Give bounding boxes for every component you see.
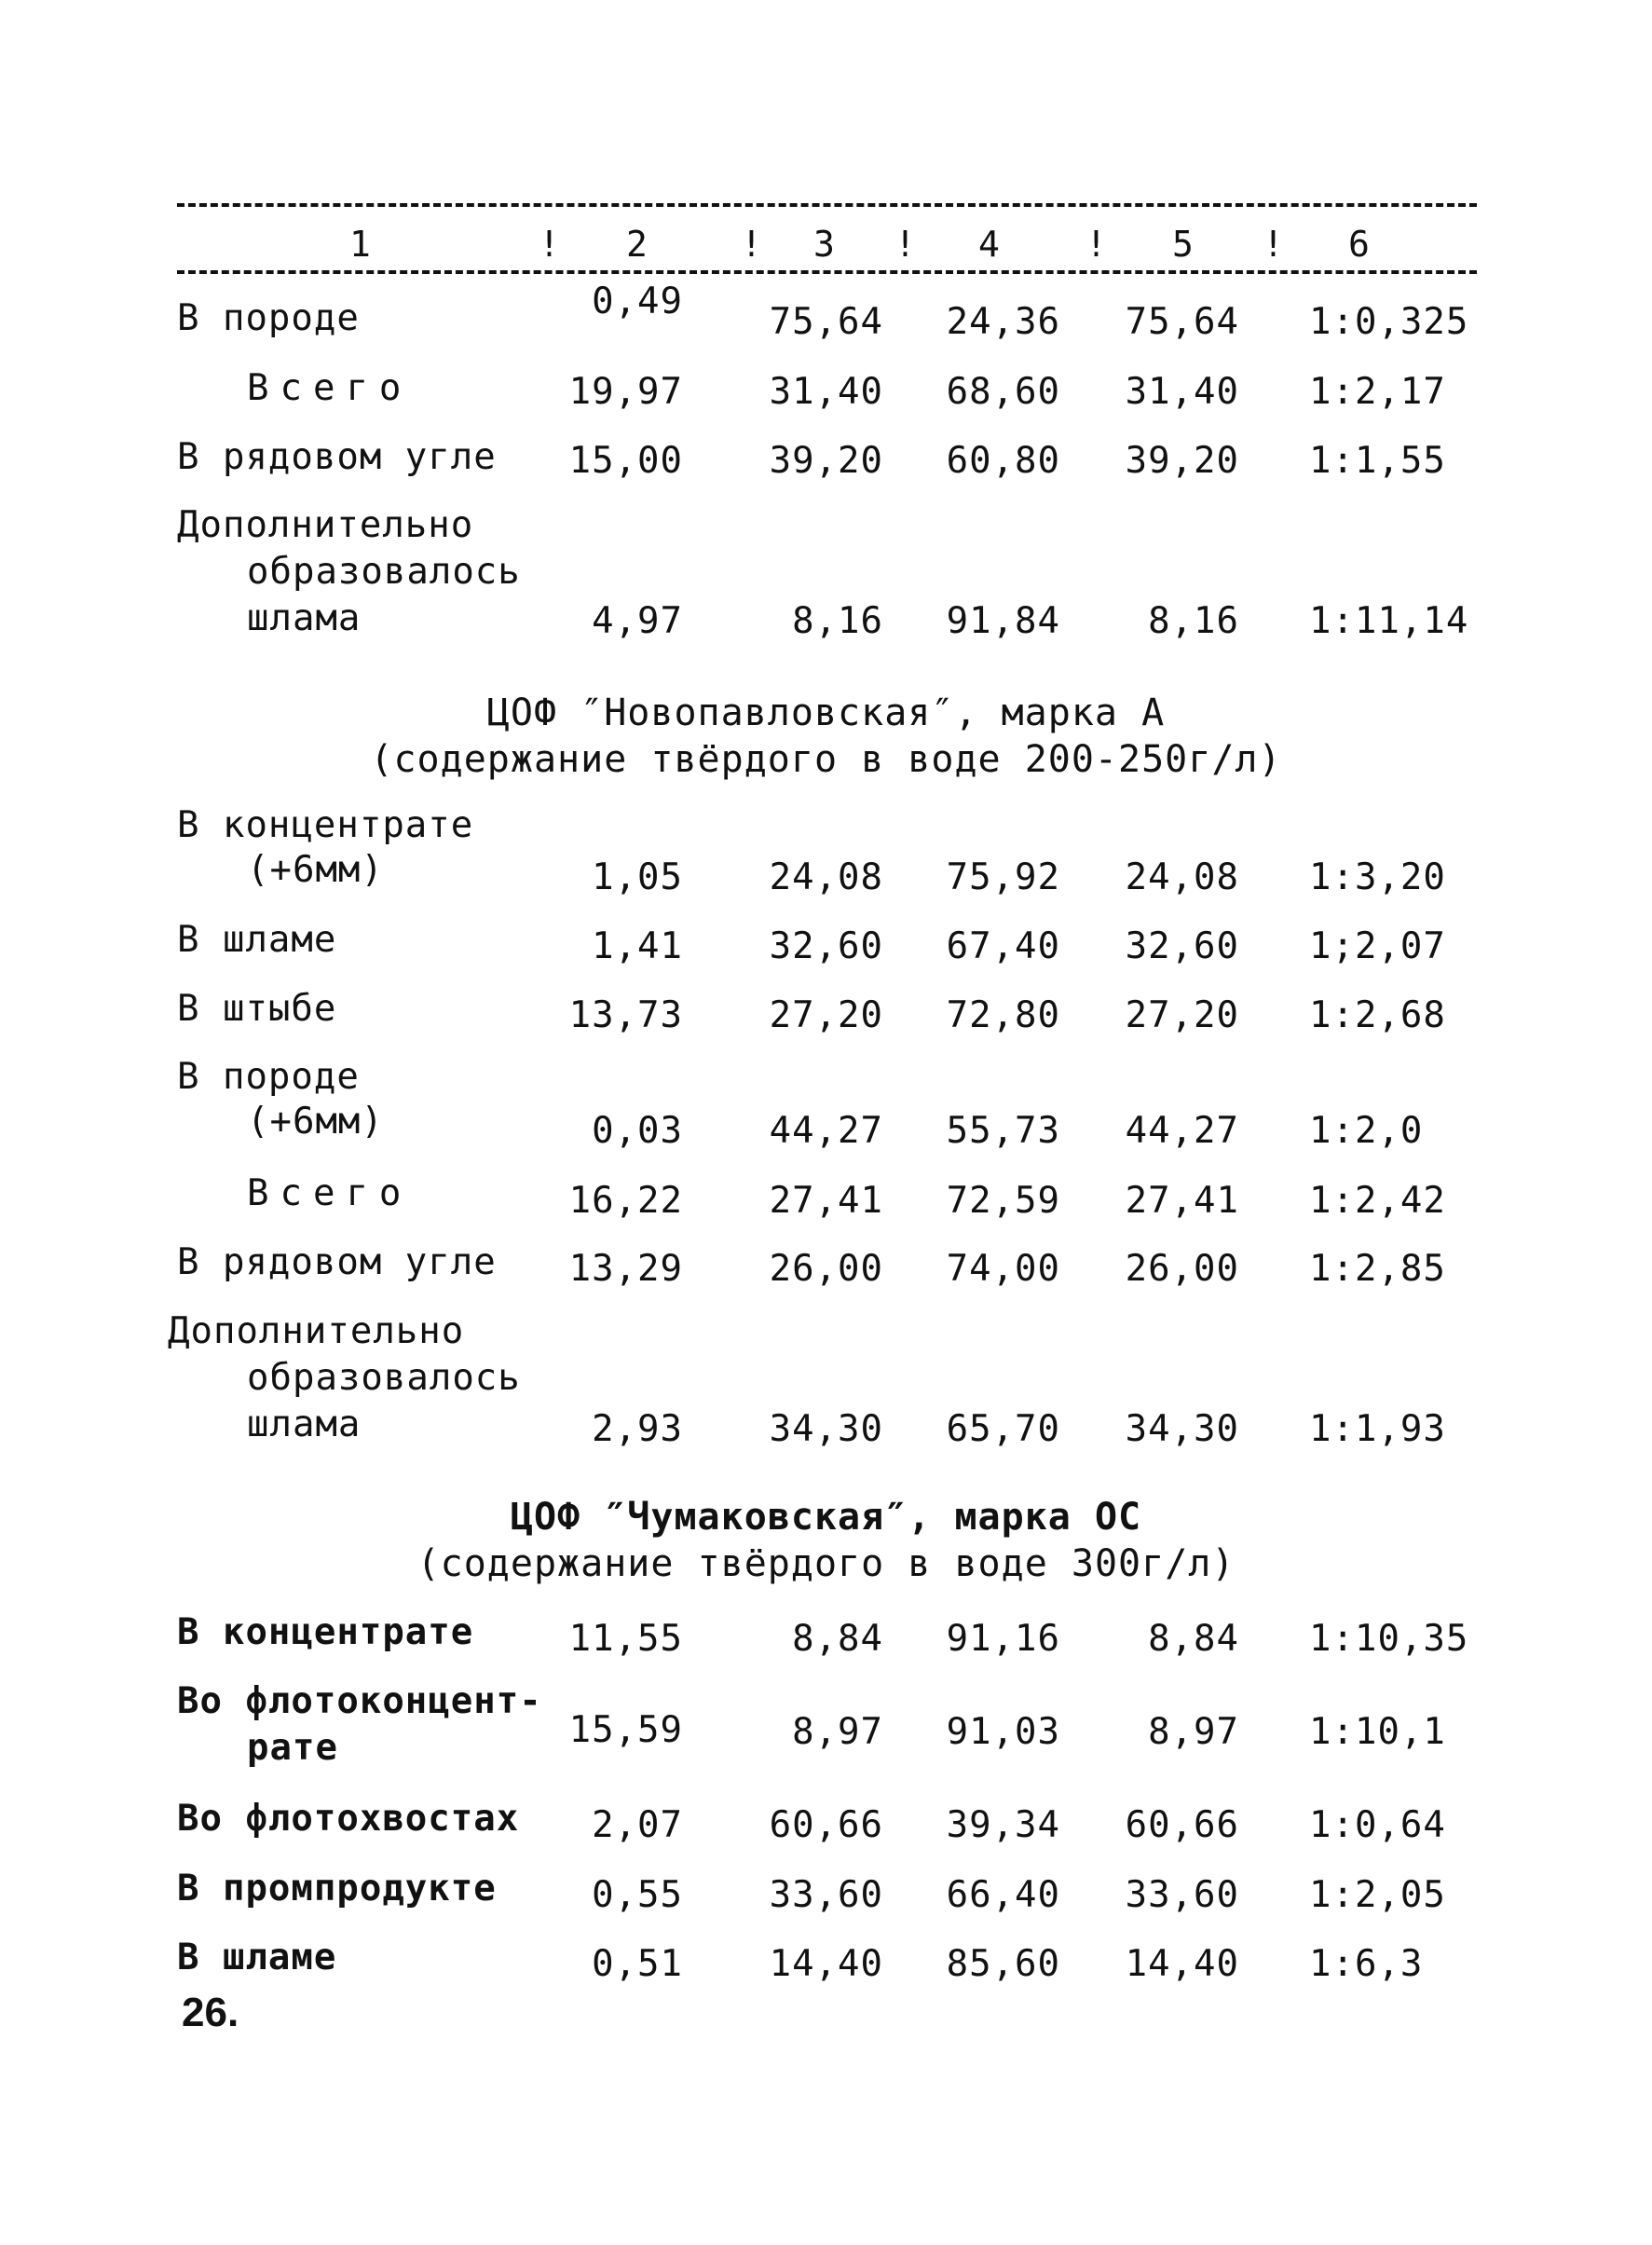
row-label-line: В концентрате xyxy=(177,804,474,846)
cell-col3: 14,40 xyxy=(769,1943,883,1985)
cell-col5: 31,40 xyxy=(1125,371,1239,413)
row-label-line: Во флотоконцент- xyxy=(177,1680,542,1722)
cell-col4: 24,36 xyxy=(946,301,1060,343)
cell-col2: 15,00 xyxy=(568,440,683,482)
cell-col3: 8,97 xyxy=(792,1711,883,1753)
cell-col6: 1:2,68 xyxy=(1309,994,1446,1036)
cell-col2: 4,97 xyxy=(592,600,683,642)
cell-col6: 1:2,85 xyxy=(1309,1248,1446,1290)
row-label-line: образовалось xyxy=(247,1357,521,1399)
column-separator: ! xyxy=(539,224,560,265)
cell-col2: 0,03 xyxy=(592,1110,683,1152)
row-label-line: рате xyxy=(247,1727,338,1769)
column-separator: ! xyxy=(741,224,762,265)
cell-col3: 75,64 xyxy=(769,301,883,343)
row-label-line: (+6мм) xyxy=(247,1101,384,1143)
cell-col6: 1:6,3 xyxy=(1309,1943,1424,1985)
cell-col5: 44,27 xyxy=(1125,1110,1239,1152)
cell-col6: 1:3,20 xyxy=(1309,856,1446,898)
row-label-line: Дополнительно xyxy=(177,504,474,546)
cell-col3: 34,30 xyxy=(769,1408,883,1450)
cell-col2: 1,05 xyxy=(592,856,683,898)
column-header-2: 2 xyxy=(626,224,648,265)
cell-col2: 11,55 xyxy=(568,1618,683,1660)
row-label-line: шлама xyxy=(247,597,362,639)
cell-col6: 1:11,14 xyxy=(1309,600,1469,642)
cell-col6: 1:10,35 xyxy=(1309,1618,1469,1660)
page-number: 26. xyxy=(182,1990,239,2035)
cell-col4: 67,40 xyxy=(946,925,1060,967)
cell-col6: 1:1,93 xyxy=(1309,1408,1446,1450)
cell-col4: 55,73 xyxy=(946,1110,1060,1152)
row-label-total: Всего xyxy=(247,1172,413,1214)
row-label-line: В породе xyxy=(177,1056,360,1098)
cell-col6: 1:2,05 xyxy=(1309,1874,1446,1916)
cell-col5: 27,20 xyxy=(1125,994,1239,1036)
cell-col6: 1:0,325 xyxy=(1309,301,1469,343)
row-label: В концентрате xyxy=(177,1611,474,1653)
cell-col4: 91,84 xyxy=(946,600,1060,642)
cell-col4: 72,59 xyxy=(946,1180,1060,1222)
cell-col3: 39,20 xyxy=(769,440,883,482)
row-label: В шламе xyxy=(177,919,337,961)
cell-col3: 33,60 xyxy=(769,1874,883,1916)
section-subtitle: (содержание твёрдого в воде 200-250г/л) xyxy=(370,738,1282,781)
row-label-line: шлама xyxy=(247,1403,362,1445)
column-separator: ! xyxy=(1085,224,1107,265)
cell-col3: 60,66 xyxy=(769,1804,883,1846)
cell-col3: 26,00 xyxy=(769,1248,883,1290)
cell-col5: 60,66 xyxy=(1125,1804,1239,1846)
cell-col5: 8,97 xyxy=(1148,1711,1239,1753)
row-label: В рядовом угле xyxy=(177,1241,497,1283)
row-label-line: Дополнительно xyxy=(168,1310,465,1352)
cell-col2: 15,59 xyxy=(568,1709,683,1751)
row-label: В штыбе xyxy=(177,988,337,1030)
row-label: Во флотохвостах xyxy=(177,1798,520,1840)
cell-col6: 1:2,42 xyxy=(1309,1180,1446,1222)
cell-col3: 8,16 xyxy=(792,600,883,642)
cell-col4: 91,16 xyxy=(946,1618,1060,1660)
cell-col3: 27,41 xyxy=(769,1180,883,1222)
table-header-rule xyxy=(177,270,1477,274)
cell-col2: 0,49 xyxy=(592,281,683,322)
cell-col3: 31,40 xyxy=(769,371,883,413)
cell-col6: 1:2,0 xyxy=(1309,1110,1424,1152)
cell-col5: 8,16 xyxy=(1148,600,1239,642)
cell-col4: 75,92 xyxy=(946,856,1060,898)
cell-col3: 27,20 xyxy=(769,994,883,1036)
cell-col6: 1:2,17 xyxy=(1309,371,1446,413)
column-separator: ! xyxy=(894,224,916,265)
column-header-4: 4 xyxy=(978,224,1000,265)
cell-col5: 75,64 xyxy=(1125,301,1239,343)
cell-col4: 66,40 xyxy=(946,1874,1060,1916)
row-label: В шламе xyxy=(177,1937,337,1978)
cell-col5: 24,08 xyxy=(1125,856,1239,898)
column-header-6: 6 xyxy=(1348,224,1370,265)
row-label-total: Всего xyxy=(247,367,413,409)
column-separator: ! xyxy=(1263,224,1284,265)
cell-col2: 19,97 xyxy=(568,371,683,413)
column-header-5: 5 xyxy=(1172,224,1194,265)
cell-col6: 1;2,07 xyxy=(1309,925,1446,967)
cell-col2: 16,22 xyxy=(568,1180,683,1222)
cell-col5: 39,20 xyxy=(1125,440,1239,482)
cell-col4: 65,70 xyxy=(946,1408,1060,1450)
row-label: В породе xyxy=(177,297,360,339)
cell-col5: 14,40 xyxy=(1125,1943,1239,1985)
cell-col2: 13,29 xyxy=(568,1248,683,1290)
cell-col5: 27,41 xyxy=(1125,1180,1239,1222)
row-label-line: образовалось xyxy=(247,551,521,593)
cell-col4: 39,34 xyxy=(946,1804,1060,1846)
cell-col5: 32,60 xyxy=(1125,925,1239,967)
cell-col3: 8,84 xyxy=(792,1618,883,1660)
cell-col2: 1,41 xyxy=(592,925,683,967)
cell-col6: 1:0,64 xyxy=(1309,1804,1446,1846)
cell-col6: 1:1,55 xyxy=(1309,440,1446,482)
cell-col2: 0,51 xyxy=(592,1943,683,1985)
cell-col4: 91,03 xyxy=(946,1711,1060,1753)
cell-col3: 24,08 xyxy=(769,856,883,898)
section-title: ЦОФ ″Чумаковская″, марка ОС xyxy=(510,1496,1142,1539)
cell-col3: 44,27 xyxy=(769,1110,883,1152)
cell-col5: 26,00 xyxy=(1125,1248,1239,1290)
cell-col2: 0,55 xyxy=(592,1874,683,1916)
column-header-1: 1 xyxy=(349,224,371,265)
section-title: ЦОФ ″Новопавловская″, марка А xyxy=(486,691,1166,734)
column-header-3: 3 xyxy=(813,224,835,265)
row-label: В рядовом угле xyxy=(177,436,497,478)
cell-col4: 85,60 xyxy=(946,1943,1060,1985)
cell-col2: 2,07 xyxy=(592,1804,683,1846)
cell-col5: 8,84 xyxy=(1148,1618,1239,1660)
table-top-rule xyxy=(177,203,1477,207)
row-label: В промпродукте xyxy=(177,1868,497,1910)
cell-col4: 72,80 xyxy=(946,994,1060,1036)
cell-col6: 1:10,1 xyxy=(1309,1711,1446,1753)
cell-col4: 68,60 xyxy=(946,371,1060,413)
cell-col4: 74,00 xyxy=(946,1248,1060,1290)
cell-col4: 60,80 xyxy=(946,440,1060,482)
cell-col2: 2,93 xyxy=(592,1408,683,1450)
cell-col3: 32,60 xyxy=(769,925,883,967)
cell-col5: 34,30 xyxy=(1125,1408,1239,1450)
cell-col2: 13,73 xyxy=(568,994,683,1036)
section-subtitle: (содержание твёрдого в воде 300г/л) xyxy=(416,1542,1236,1585)
cell-col5: 33,60 xyxy=(1125,1874,1239,1916)
row-label-line: (+6мм) xyxy=(247,849,384,891)
